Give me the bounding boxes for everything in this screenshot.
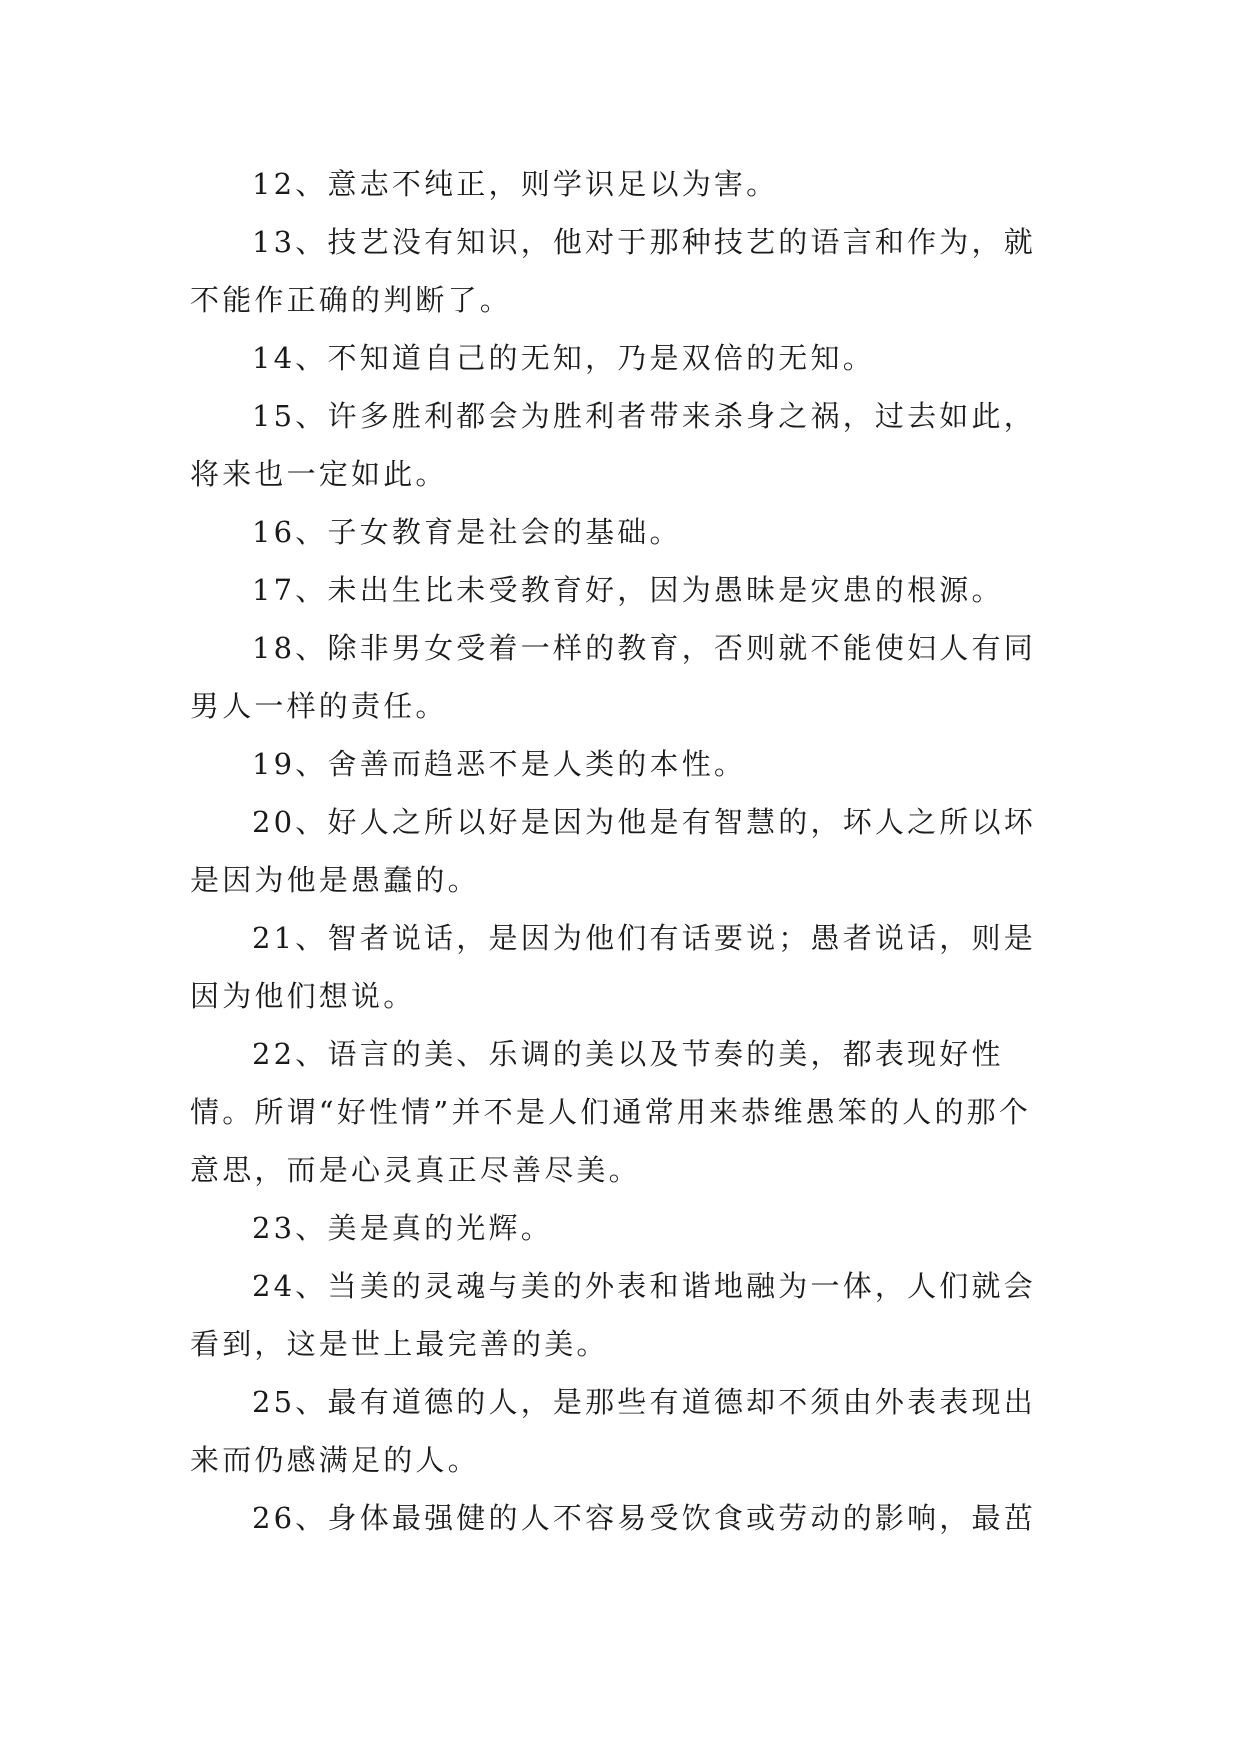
quote-paragraph-15: 15、许多胜利都会为胜利者带来杀身之祸，过去如此，将来也一定如此。 [190, 399, 1036, 491]
quote-paragraph-26: 26、身体最强健的人不容易受饮食或劳动的影响，最茁 [252, 1501, 1036, 1535]
quote-paragraph-12: 12、意志不纯正，则学识足以为害。 [252, 167, 779, 201]
document-page [190, 155, 1050, 1547]
quote-paragraph-14: 14、不知道自己的无知，乃是双倍的无知。 [252, 341, 875, 375]
quote-paragraph-20: 20、好人之所以好是因为他是有智慧的，坏人之所以坏是因为他是愚蠢的。 [190, 805, 1036, 897]
quote-paragraph-17: 17、未出生比未受教育好，因为愚昧是灾患的根源。 [252, 573, 1004, 607]
quote-paragraph-16: 16、子女教育是社会的基础。 [252, 515, 682, 549]
quote-paragraph-13: 13、技艺没有知识，他对于那种技艺的语言和作为，就不能作正确的判断了。 [190, 225, 1036, 317]
quote-paragraph-22: 22、语言的美、乐调的美以及节奏的美，都表现好性情。所谓“好性情”并不是人们通常用来恭维愚笨的人的那个意思，而是心灵真正尽善尽美。 [190, 1037, 1032, 1187]
quote-paragraph-24: 24、当美的灵魂与美的外表和谐地融为一体，人们就会看到，这是世上最完善的美。 [190, 1269, 1036, 1361]
quote-paragraph-25: 25、最有道德的人，是那些有道德却不须由外表表现出来而仍感满足的人。 [190, 1385, 1036, 1477]
quote-paragraph-21: 21、智者说话，是因为他们有话要说；愚者说话，则是因为他们想说。 [190, 921, 1036, 1013]
quote-paragraph-23: 23、美是真的光辉。 [252, 1211, 553, 1245]
quote-paragraph-19: 19、舍善而趋恶不是人类的本性。 [252, 747, 747, 781]
quote-paragraph-18: 18、除非男女受着一样的教育，否则就不能使妇人有同男人一样的责任。 [190, 631, 1036, 723]
